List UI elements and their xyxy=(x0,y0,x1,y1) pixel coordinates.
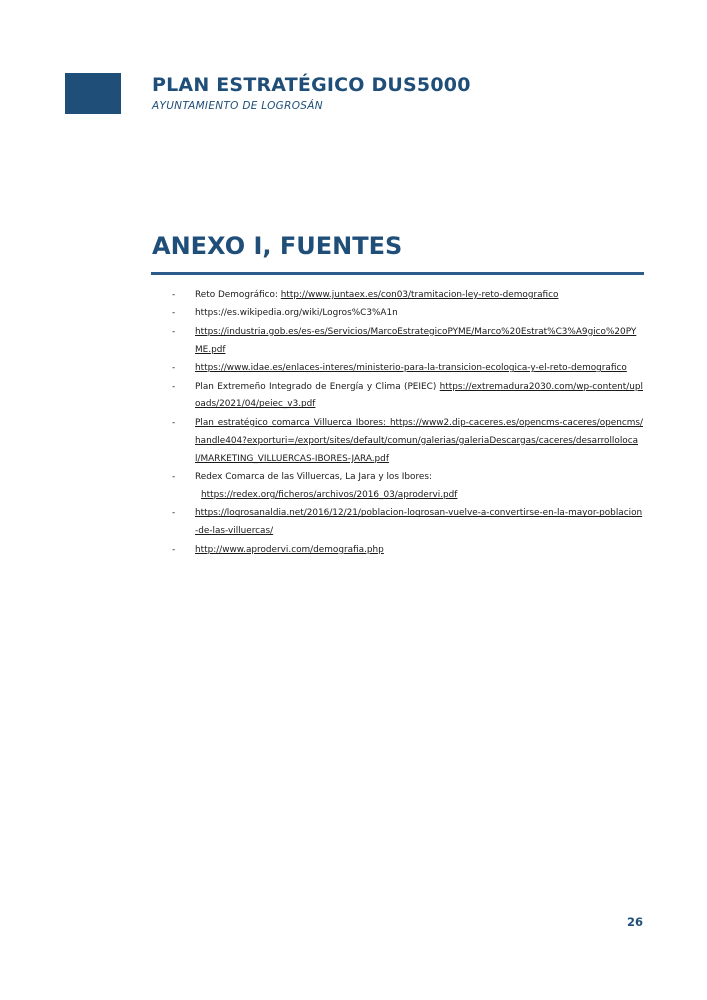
list-bullet: - xyxy=(172,508,176,519)
source-link[interactable]: http://www.aprodervi.com/demografia.php xyxy=(195,544,384,555)
source-label: Plan Extremeño Integrado de Energía y Clima (PEIEC) xyxy=(195,381,440,392)
source-link[interactable]: https://industria.gob.es/es-es/Servicios/MarcoEstrategicoPYME/Marco%20Estrat%C3%A9gico%20PYME.pdf xyxy=(195,326,637,355)
list-bullet: - xyxy=(172,381,176,392)
source-label: Plan estratégico comarca Villuerca Ibores: xyxy=(195,417,390,428)
source-item xyxy=(172,324,643,360)
section-title: ANEXO I, FUENTES xyxy=(152,232,403,260)
source-item xyxy=(172,360,643,378)
list-bullet: - xyxy=(172,326,176,337)
list-bullet: - xyxy=(172,308,176,319)
source-label: Reto Demográfico: xyxy=(195,290,281,300)
document-title: PLAN ESTRATÉGICO DUS5000 xyxy=(152,74,471,96)
page-number: 26 xyxy=(627,915,644,929)
source-item xyxy=(172,287,643,305)
list-bullet: - xyxy=(172,363,176,374)
header-logo-block xyxy=(65,73,121,114)
list-bullet: - xyxy=(172,544,176,555)
list-bullet: - xyxy=(172,417,176,428)
source-link[interactable]: https://www2.dip-caceres.es/opencms-caceres/opencms/handle404?exporturi=/export/sites/default/comun/galerias/galeriaDescargas/caceres/desarrollolocal/MARKETING_VILLUERCAS-IBORES-JARA.pdf xyxy=(195,417,643,464)
document-subtitle: AYUNTAMIENTO DE LOGROSÁN xyxy=(152,100,323,112)
list-bullet: - xyxy=(172,472,176,483)
source-item xyxy=(172,469,643,505)
source-link[interactable]: https://www.idae.es/enlaces-interes/ministerio-para-la-transicion-ecologica-y-el-reto-demografico xyxy=(195,363,627,374)
list-bullet: - xyxy=(172,290,176,300)
source-link[interactable]: https://redex.org/ficheros/archivos/2016_03/aprodervi.pdf xyxy=(201,489,458,500)
source-item xyxy=(172,305,643,323)
source-item xyxy=(172,505,643,541)
source-link[interactable]: http://www.juntaex.es/con03/tramitacion-ley-reto-demografico xyxy=(280,290,559,300)
source-url-text: https://es.wikipedia.org/wiki/Logros%C3%A1n xyxy=(195,308,398,319)
section-divider xyxy=(151,272,644,275)
source-item xyxy=(172,415,643,469)
source-link[interactable]: https://logrosanaldia.net/2016/12/21/poblacion-logrosan-vuelve-a-convertirse-en-la-mayor-poblacion-de-las-villuercas/ xyxy=(195,508,643,537)
sources-list xyxy=(172,287,643,560)
source-link[interactable]: https://extremadura2030.com/wp-content/uploads/2021/04/peiec_v3.pdf xyxy=(195,381,643,410)
source-item xyxy=(172,379,643,415)
source-item xyxy=(172,542,643,560)
source-label: Redex Comarca de las Villuercas, La Jara y los Ibores: xyxy=(195,472,432,483)
